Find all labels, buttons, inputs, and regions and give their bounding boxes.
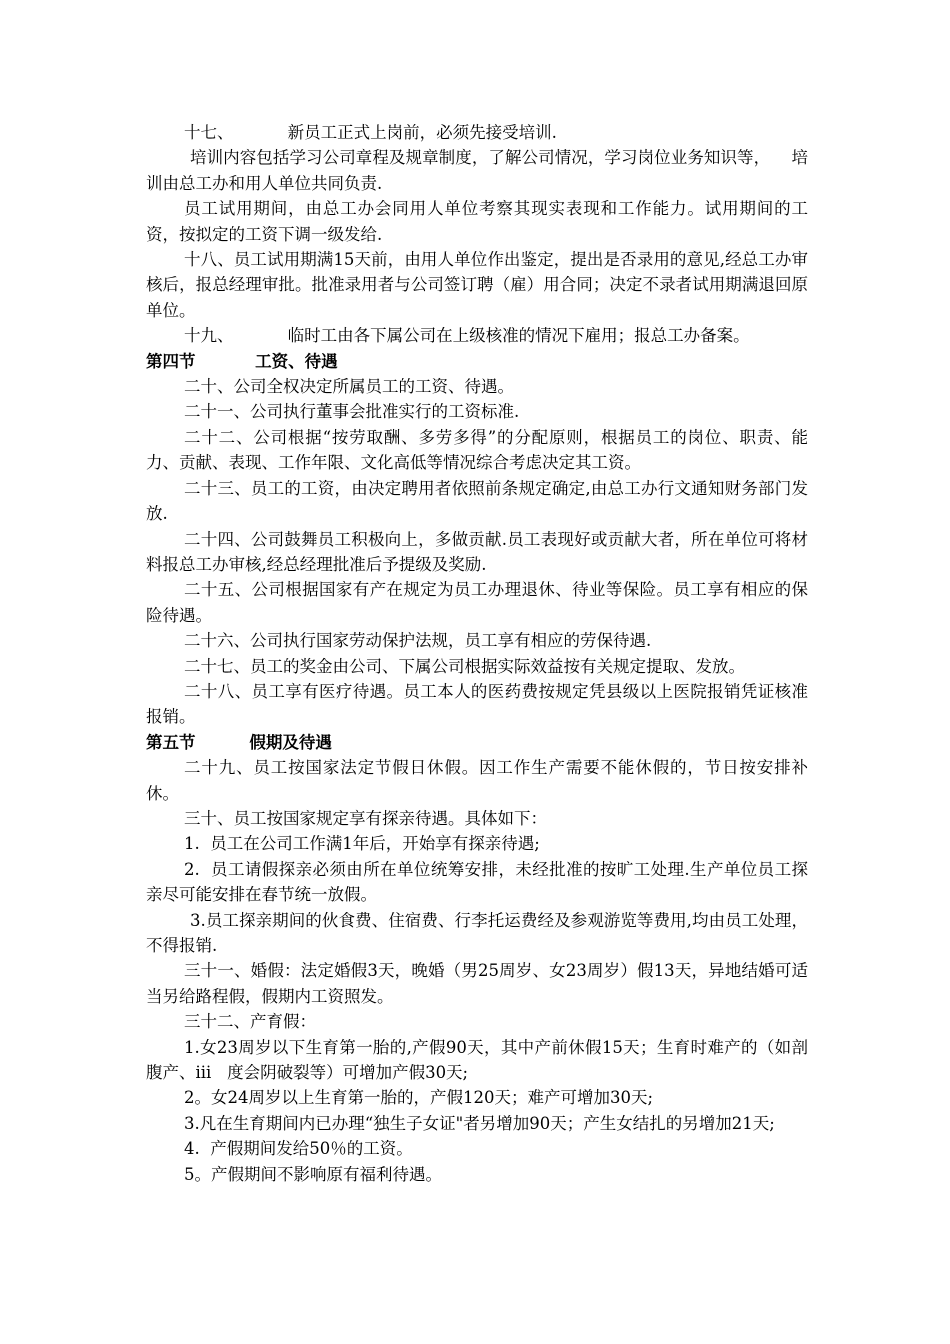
paragraph-32: 三十二、产育假： <box>184 1012 316 1032</box>
paragraph-17-probation: 员工试用期间，由总工办会同用人单位考察其现实表现和工作能力。试用期间的工资，按拟定的工资下调一级发给. <box>146 199 808 244</box>
list-item-32-3: 3.凡在生育期间内已办理“独生子女证"者另增加90天；产生女结扎的另增加21天; <box>184 1113 775 1133</box>
list-item-32-1: 1.女23周岁以下生育第一胎的,产假90天，其中产前休假15天；生育时难产的（如剖腹产、iii 度会阴破裂等）可增加产假30天; <box>146 1037 808 1083</box>
paragraph-31: 三十一、婚假：法定婚假3天，晚婚（男25周岁、女23周岁）假13天，异地结婚可适当另给路程假，假期内工资照发。 <box>146 961 808 1006</box>
list-item-30-3: 3.员工探亲期间的伙食费、住宿费、行李托运费经及参观游览等费用,均由员工处理，不得报销. <box>146 910 808 955</box>
paragraph-19: 十九、 临时工由各下属公司在上级核准的情况下雇用；报总工办备案。 <box>184 326 750 346</box>
paragraph-20: 二十、公司全权决定所属员工的工资、待遇。 <box>184 377 514 397</box>
paragraph-26: 二十六、公司执行国家劳动保护法规，员工享有相应的劳保待遇. <box>184 631 652 651</box>
section-heading-4: 第四节 工资、待遇 <box>146 351 338 371</box>
list-item-30-1: 1. 员工在公司工作满1年后，开始享有探亲待遇; <box>184 834 540 854</box>
paragraph-17-training: 培训内容包括学习公司章程及规章制度，了解公司情况，学习岗位业务知识等， 培训由总工办和用人单位共同负责. <box>146 148 808 193</box>
paragraph-23: 二十三、员工的工资，由决定聘用者依照前条规定确定,由总工办行文通知财务部门发放. <box>146 478 808 524</box>
paragraph-30: 三十、员工按国家规定享有探亲待遇。具体如下： <box>184 808 547 828</box>
list-item-30-2: 2. 员工请假探亲必须由所在单位统筹安排，未经批准的按旷工处理.生产单位员工探亲尽可能安排在春节统一放假。 <box>146 859 808 905</box>
paragraph-27: 二十七、员工的奖金由公司、下属公司根据实际效益按有关规定提取、发放。 <box>184 656 745 676</box>
paragraph-25: 二十五、公司根据国家有产在规定为员工办理退休、待业等保险。员工享有相应的保险待遇。 <box>146 580 808 625</box>
section-heading-5: 第五节 假期及待遇 <box>146 732 332 752</box>
paragraph-18: 十八、员工试用期满15天前，由用人单位作出鉴定，提出是否录用的意见,经总工办审核后，报总经理审批。批准录用者与公司签订聘（雇）用合同；决定不录者试用期满退回原单位。 <box>146 250 808 320</box>
paragraph-28: 二十八、员工享有医疗待遇。员工本人的医药费按规定凭县级以上医院报销凭证核准报销。 <box>146 681 808 727</box>
paragraph-21: 二十一、公司执行董事会批准实行的工资标准. <box>184 402 520 422</box>
list-item-32-4: 4. 产假期间发给50％的工资。 <box>184 1139 413 1159</box>
paragraph-29: 二十九、员工按国家法定节假日休假。因工作生产需要不能休假的，节日按安排补休。 <box>146 758 808 803</box>
paragraph-17: 十七、 新员工正式上岗前，必须先接受培训. <box>184 123 557 142</box>
paragraph-22: 二十二、公司根据“按劳取酬、多劳多得”的分配原则，根据员工的岗位、职责、能力、贡献、表现、工作年限、文化高低等情况综合考虑决定其工资。 <box>146 427 808 473</box>
list-item-32-2: 2。女24周岁以上生育第一胎的，产假120天；难产可增加30天; <box>184 1088 654 1108</box>
paragraph-24: 二十四、公司鼓舞员工积极向上，多做贡献.员工表现好或贡献大者，所在单位可将材料报总工办审核,经总经理批准后予提级及奖励. <box>146 529 808 574</box>
list-item-32-5: 5。产假期间不影响原有福利待遇。 <box>184 1164 442 1184</box>
document-body <box>146 120 808 1187</box>
